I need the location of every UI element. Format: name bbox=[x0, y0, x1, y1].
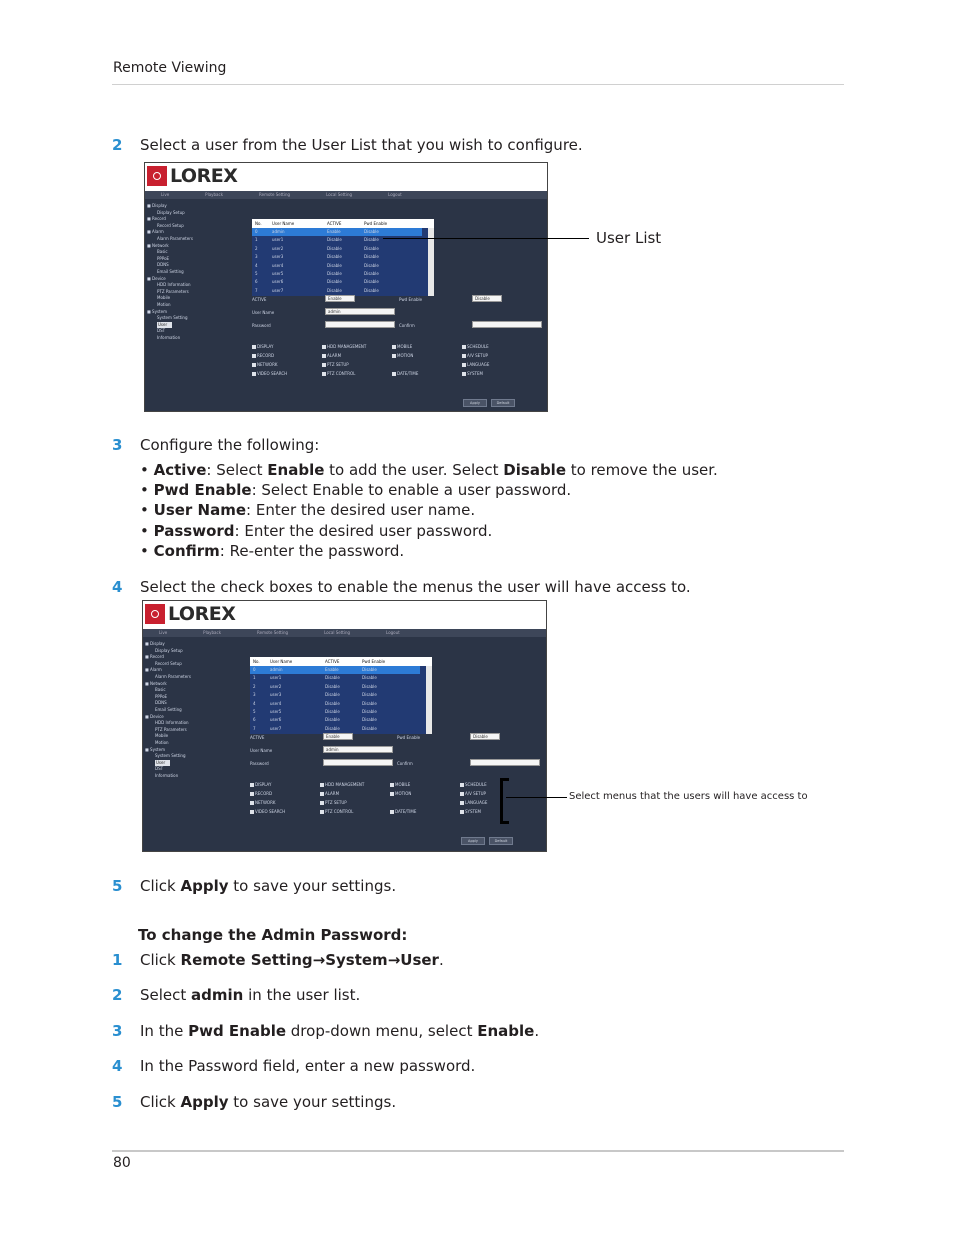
shot-cell: Disable bbox=[325, 700, 340, 706]
shot-cell: 1 bbox=[255, 237, 258, 243]
shot-field-label: User Name bbox=[250, 748, 273, 753]
bullet-bold: Disable bbox=[503, 461, 566, 479]
step-bold: Pwd Enable bbox=[188, 1022, 287, 1040]
step-text: In the Password field, enter a new password. bbox=[140, 1057, 476, 1075]
shot-permission-checkbox[interactable]: ALARM bbox=[322, 353, 341, 358]
shot-sidebar-item[interactable]: User bbox=[157, 322, 172, 329]
shot-user-table[interactable] bbox=[250, 657, 432, 734]
shot-cell: admin bbox=[270, 667, 283, 672]
shot-menu-item[interactable]: Remote Setting bbox=[257, 630, 289, 635]
shot-sidebar-item[interactable]: ■ Alarm bbox=[145, 667, 162, 673]
lorex-mark-icon bbox=[147, 166, 167, 186]
shot-permission-checkbox[interactable]: SYSTEM bbox=[460, 809, 481, 814]
shot-permission-checkbox[interactable]: MOTION bbox=[390, 791, 411, 796]
shot-sidebar-item[interactable]: Email Setting bbox=[155, 706, 182, 712]
shot-cell: Disable bbox=[327, 254, 342, 260]
shot-permission-checkbox[interactable]: HDD MANAGEMENT bbox=[320, 782, 364, 787]
shot-cell: user4 bbox=[272, 262, 284, 268]
step-text: . bbox=[534, 1022, 540, 1040]
shot-sidebar-item[interactable]: Email Setting bbox=[157, 268, 184, 274]
step-bold: admin bbox=[191, 986, 244, 1004]
shot-cell: 5 bbox=[253, 709, 256, 714]
callout-line-menus bbox=[506, 797, 567, 798]
bullet-char: • bbox=[140, 501, 149, 519]
shot-permission-checkbox[interactable]: A/V SETUP bbox=[462, 353, 488, 358]
shot-cell: 3 bbox=[255, 254, 258, 260]
shot-cell: Disable bbox=[325, 725, 340, 731]
bullet-bold: Enable bbox=[267, 461, 325, 479]
shot-cell: user5 bbox=[270, 709, 282, 714]
shot-sidebar-item[interactable]: Motion bbox=[157, 301, 171, 307]
step-number: 2 bbox=[112, 136, 123, 154]
shot-user-row[interactable] bbox=[252, 253, 422, 261]
shot-permission-checkbox[interactable]: DATE/TIME bbox=[392, 371, 418, 376]
callout-line-user-list bbox=[383, 238, 589, 239]
shot-sidebar-item[interactable]: ■ Record bbox=[145, 654, 164, 660]
admin-step-5 bbox=[112, 1092, 396, 1112]
shot-cell: user1 bbox=[270, 675, 282, 681]
shot-sidebar-item[interactable]: Display Setup bbox=[157, 209, 185, 215]
callout-user-list: User List bbox=[596, 229, 662, 247]
step-number: 3 bbox=[112, 1022, 123, 1040]
step-number: 3 bbox=[112, 436, 123, 454]
step-bold: System bbox=[325, 951, 388, 969]
shot-sidebar-item[interactable]: DST bbox=[157, 328, 166, 334]
shot-permission-checkbox[interactable]: DATE/TIME bbox=[390, 809, 416, 814]
step-text: Click bbox=[140, 877, 181, 895]
shot-sidebar-item[interactable]: System Setting bbox=[155, 753, 186, 759]
shot-permission-checkbox[interactable]: DISPLAY bbox=[250, 782, 271, 787]
shot-column-header: User Name bbox=[272, 221, 295, 226]
shot-sidebar-item[interactable]: Motion bbox=[155, 739, 169, 745]
shot-menu-bar bbox=[143, 629, 546, 637]
bullet-text: to remove the user. bbox=[566, 461, 718, 479]
bullet-user-name bbox=[140, 500, 475, 520]
shot-sidebar-item[interactable]: ■ Device bbox=[147, 275, 166, 281]
header-rule bbox=[112, 84, 844, 85]
shot-sidebar-item[interactable]: Information bbox=[157, 334, 181, 340]
shot-user-row[interactable] bbox=[252, 270, 422, 278]
shot-menu-item[interactable]: Remote Setting bbox=[259, 192, 291, 197]
shot-field-label: Password bbox=[252, 323, 271, 328]
shot-menu-item[interactable]: Playback bbox=[203, 630, 222, 635]
admin-password-heading: To change the Admin Password: bbox=[138, 926, 408, 944]
shot-column-header: No. bbox=[255, 221, 262, 226]
shot-field-label: ACTIVE bbox=[252, 297, 267, 302]
shot-sidebar-item[interactable]: PTZ Parameters bbox=[157, 288, 189, 294]
shot-permission-checkbox[interactable]: NETWORK bbox=[252, 362, 277, 367]
bullet-text: : Enter the desired user name. bbox=[246, 501, 476, 519]
shot-cell: Disable bbox=[364, 287, 379, 293]
shot-cell: user7 bbox=[272, 287, 284, 293]
shot-user-row[interactable] bbox=[250, 725, 420, 733]
step-text: to save your settings. bbox=[228, 1093, 397, 1111]
shot-permission-checkbox[interactable]: PTZ SETUP bbox=[322, 362, 349, 367]
lorex-mark-icon bbox=[145, 604, 165, 624]
shot-permission-checkbox[interactable]: SCHEDULE bbox=[460, 782, 487, 787]
shot-cell: user6 bbox=[272, 279, 284, 285]
step-number: 1 bbox=[112, 951, 123, 969]
shot-permission-checkbox[interactable]: MOBILE bbox=[390, 782, 410, 787]
shot-sidebar-item[interactable]: Mobile bbox=[155, 733, 169, 739]
shot-field-label: Confirm bbox=[399, 323, 415, 328]
shot-cell: Disable bbox=[364, 262, 379, 268]
pwd-enable-select[interactable]: Disable bbox=[472, 295, 502, 302]
bullet-text: : Select Enable to enable a user password. bbox=[251, 481, 572, 499]
shot-cell: Disable bbox=[362, 667, 377, 672]
step-text: drop-down menu, select bbox=[286, 1022, 478, 1040]
shot-permission-checkbox[interactable]: MOBILE bbox=[392, 344, 412, 349]
shot-cell: Disable bbox=[327, 271, 342, 276]
bullet-confirm bbox=[140, 541, 404, 561]
shot-column-header: ACTIVE bbox=[327, 221, 342, 226]
shot-cell: user2 bbox=[272, 245, 284, 251]
shot-sidebar-item[interactable]: ■ Alarm bbox=[147, 229, 164, 235]
shot-cell: 1 bbox=[253, 675, 256, 681]
shot-field-label: ACTIVE bbox=[250, 735, 265, 740]
shot-cell: Disable bbox=[364, 271, 379, 276]
bullet-label: Password bbox=[153, 522, 235, 540]
lorex-logo bbox=[145, 603, 235, 625]
shot-sidebar-item[interactable]: ■ Record bbox=[147, 216, 166, 222]
shot-cell: Disable bbox=[364, 254, 379, 260]
user-name-input[interactable]: admin bbox=[325, 308, 395, 315]
shot-cell: 0 bbox=[255, 229, 258, 234]
shot-cell: user4 bbox=[270, 700, 282, 706]
shot-cell: user1 bbox=[272, 237, 284, 243]
shot-sidebar-item[interactable]: DDNS bbox=[155, 700, 167, 706]
shot-cell: Disable bbox=[327, 279, 342, 285]
shot-cell: Disable bbox=[325, 675, 340, 681]
shot-top-bar bbox=[143, 601, 546, 629]
step-text: Configure the following: bbox=[140, 436, 320, 454]
bullet-text: to add the user. Select bbox=[324, 461, 504, 479]
shot-user-row[interactable] bbox=[252, 228, 422, 236]
shot-cell: Disable bbox=[327, 262, 342, 268]
bullet-text: : Enter the desired user password. bbox=[234, 522, 493, 540]
shot-sidebar-item[interactable]: ■ Device bbox=[145, 713, 164, 719]
user-name-input[interactable]: admin bbox=[323, 746, 393, 753]
step-5 bbox=[112, 876, 396, 896]
step-text: Select a user from the User List that you wish to configure. bbox=[140, 136, 583, 154]
lorex-logo bbox=[147, 165, 237, 187]
shot-sidebar-item[interactable]: DST bbox=[155, 766, 164, 772]
shot-cell: Disable bbox=[362, 717, 377, 723]
step-number: 2 bbox=[112, 986, 123, 1004]
shot-sidebar-item[interactable]: PPPoE bbox=[155, 693, 168, 699]
shot-permission-checkbox[interactable]: RECORD bbox=[250, 791, 272, 796]
shot-sidebar-item[interactable]: ■ Display bbox=[147, 203, 167, 208]
shot-cell: 6 bbox=[253, 717, 256, 723]
confirm-input[interactable] bbox=[472, 321, 542, 328]
shot-top-bar bbox=[145, 163, 547, 191]
shot-permission-checkbox[interactable]: SCHEDULE bbox=[462, 344, 489, 349]
step-text: In the bbox=[140, 1022, 189, 1040]
shot-cell: 4 bbox=[253, 700, 256, 706]
shot-cell: 7 bbox=[255, 287, 258, 293]
bullet-label: Confirm bbox=[153, 542, 220, 560]
shot-cell: 5 bbox=[255, 271, 258, 276]
shot-cell: 0 bbox=[253, 667, 256, 672]
shot-cell: Disable bbox=[362, 700, 377, 706]
shot-cell: 3 bbox=[253, 692, 256, 698]
step-text: Select the check boxes to enable the menus the user will have access to. bbox=[140, 578, 691, 596]
shot-column-header: Pwd Enable bbox=[364, 221, 388, 226]
step-number: 5 bbox=[112, 877, 123, 895]
apply-button[interactable]: Apply bbox=[461, 837, 485, 845]
shot-user-row[interactable] bbox=[250, 666, 420, 674]
step-text: Select bbox=[140, 986, 192, 1004]
step-bold: Apply bbox=[180, 1093, 229, 1111]
default-button[interactable]: Default bbox=[489, 837, 513, 845]
bullet-char: • bbox=[140, 542, 149, 560]
shot-cell: user2 bbox=[270, 683, 282, 689]
step-text: to save your settings. bbox=[228, 877, 397, 895]
shot-sidebar-item[interactable]: ■ Network bbox=[147, 242, 169, 248]
bullet-char: • bbox=[140, 461, 149, 479]
shot-cell: Disable bbox=[364, 229, 379, 234]
shot-cell: Disable bbox=[327, 287, 342, 293]
shot-cell: Disable bbox=[327, 245, 342, 251]
step-number: 4 bbox=[112, 1057, 123, 1075]
admin-step-4 bbox=[112, 1056, 475, 1076]
shot-cell: Disable bbox=[362, 709, 377, 714]
shot-user-row[interactable] bbox=[250, 691, 420, 699]
shot-column-header: No. bbox=[253, 659, 260, 664]
bullet-password bbox=[140, 521, 492, 541]
bullet-char: • bbox=[140, 522, 149, 540]
shot-column-header: ACTIVE bbox=[325, 659, 340, 664]
shot-sidebar-item[interactable]: Information bbox=[155, 772, 179, 778]
shot-cell: user7 bbox=[270, 725, 282, 731]
shot-user-row[interactable] bbox=[250, 683, 420, 691]
shot-permission-checkbox[interactable]: HDD MANAGEMENT bbox=[322, 344, 366, 349]
default-button[interactable]: Default bbox=[491, 399, 515, 407]
shot-cell: user3 bbox=[270, 692, 282, 698]
shot-permission-checkbox[interactable]: A/V SETUP bbox=[460, 791, 486, 796]
shot-sidebar-item[interactable]: System Setting bbox=[157, 315, 188, 321]
shot-sidebar-item[interactable]: HDD Information bbox=[155, 720, 189, 726]
step-number: 5 bbox=[112, 1093, 123, 1111]
callout-bracket bbox=[500, 778, 509, 824]
active-select[interactable]: Enable bbox=[323, 733, 353, 740]
callout-menus: Select menus that the users will have access to bbox=[569, 791, 808, 802]
step-text: Click bbox=[140, 951, 181, 969]
admin-step-2 bbox=[112, 985, 360, 1005]
step-text: . bbox=[438, 951, 444, 969]
shot-cell: user6 bbox=[270, 717, 282, 723]
shot-cell: 2 bbox=[253, 683, 256, 689]
step-3 bbox=[112, 435, 319, 455]
arrow-icon: → bbox=[387, 951, 401, 969]
shot-permission-checkbox[interactable]: PTZ SETUP bbox=[320, 800, 347, 805]
screenshot-menu-access bbox=[142, 600, 547, 852]
confirm-input[interactable] bbox=[470, 759, 540, 766]
step-bold: User bbox=[400, 951, 439, 969]
apply-button[interactable]: Apply bbox=[463, 399, 487, 407]
shot-sidebar-item[interactable]: Basic bbox=[155, 687, 166, 693]
arrow-icon: → bbox=[312, 951, 326, 969]
admin-step-1 bbox=[112, 950, 444, 970]
shot-menu-item[interactable]: Local Setting bbox=[326, 192, 353, 197]
shot-sidebar-item[interactable]: PTZ Parameters bbox=[155, 726, 187, 732]
shot-cell: Disable bbox=[325, 709, 340, 714]
bullet-text: : Select bbox=[206, 461, 268, 479]
shot-user-table[interactable] bbox=[252, 219, 434, 296]
shot-sidebar-item[interactable]: Alarm Parameters bbox=[157, 235, 193, 241]
bullet-active bbox=[140, 460, 718, 480]
shot-sidebar-item[interactable]: Record Setup bbox=[157, 222, 184, 228]
shot-sidebar-item[interactable]: Mobile bbox=[157, 295, 171, 301]
step-text: in the user list. bbox=[243, 986, 361, 1004]
shot-permission-checkbox[interactable]: RECORD bbox=[252, 353, 274, 358]
shot-permission-checkbox[interactable]: NETWORK bbox=[250, 800, 275, 805]
screenshot-user-list bbox=[144, 162, 548, 412]
shot-permission-checkbox[interactable]: VIDEO SEARCH bbox=[250, 809, 285, 814]
shot-menu-item[interactable]: Live bbox=[159, 630, 168, 635]
shot-cell: Disable bbox=[327, 237, 342, 243]
shot-sidebar-item[interactable]: Display Setup bbox=[155, 647, 183, 653]
step-bold: Apply bbox=[180, 877, 229, 895]
shot-user-row[interactable] bbox=[250, 674, 420, 682]
shot-user-row[interactable] bbox=[252, 278, 422, 286]
shot-table-header bbox=[250, 657, 432, 666]
step-number: 4 bbox=[112, 578, 123, 596]
shot-permission-checkbox[interactable]: PTZ CONTROL bbox=[320, 809, 353, 814]
shot-field-label: Confirm bbox=[397, 761, 413, 766]
shot-sidebar-item[interactable]: DDNS bbox=[157, 262, 169, 268]
shot-cell: admin bbox=[272, 229, 285, 234]
shot-cell: user3 bbox=[272, 254, 284, 260]
bullet-label: Active bbox=[153, 461, 207, 479]
shot-user-row[interactable] bbox=[252, 262, 422, 270]
shot-user-row[interactable] bbox=[252, 287, 422, 295]
shot-permission-checkbox[interactable]: LANGUAGE bbox=[462, 362, 489, 367]
password-input[interactable] bbox=[323, 759, 393, 766]
shot-user-row[interactable] bbox=[250, 700, 420, 708]
shot-sidebar-item[interactable]: ■ System bbox=[145, 746, 165, 752]
shot-cell: Disable bbox=[325, 683, 340, 689]
shot-cell: Disable bbox=[364, 237, 379, 243]
shot-user-row[interactable] bbox=[252, 245, 422, 253]
pwd-enable-select[interactable]: Disable bbox=[470, 733, 500, 740]
shot-permission-checkbox[interactable]: SYSTEM bbox=[462, 371, 483, 376]
shot-sidebar-item[interactable]: Basic bbox=[157, 249, 168, 255]
shot-permission-checkbox[interactable]: VIDEO SEARCH bbox=[252, 371, 287, 376]
step-2 bbox=[112, 135, 583, 155]
shot-sidebar-item[interactable]: HDD Information bbox=[157, 282, 191, 288]
shot-field-label: User Name bbox=[252, 310, 275, 315]
shot-sidebar-item[interactable]: ■ System bbox=[147, 308, 167, 314]
shot-sidebar-item[interactable]: ■ Display bbox=[145, 641, 165, 646]
shot-permission-checkbox[interactable]: LANGUAGE bbox=[460, 800, 487, 805]
shot-field-label: Pwd Enable bbox=[399, 297, 423, 302]
shot-menu-item[interactable]: Live bbox=[161, 192, 170, 197]
shot-cell: Disable bbox=[364, 245, 379, 251]
step-bold: Enable bbox=[477, 1022, 535, 1040]
lorex-wordmark: LOREX bbox=[168, 603, 236, 625]
shot-cell: 6 bbox=[255, 279, 258, 285]
shot-sidebar-item[interactable]: User bbox=[155, 760, 170, 767]
bullet-char: • bbox=[140, 481, 149, 499]
shot-menu-item[interactable]: Logout bbox=[388, 192, 402, 197]
running-header: Remote Viewing bbox=[113, 60, 227, 76]
shot-cell: Disable bbox=[362, 725, 377, 731]
shot-menu-bar bbox=[145, 191, 547, 199]
bullet-pwd-enable bbox=[140, 480, 571, 500]
shot-field-label: Password bbox=[250, 761, 269, 766]
page-number: 80 bbox=[113, 1155, 131, 1171]
shot-sidebar-item[interactable]: PPPoE bbox=[157, 255, 170, 261]
shot-sidebar-item[interactable]: Alarm Parameters bbox=[155, 673, 191, 679]
bullet-label: Pwd Enable bbox=[153, 481, 252, 499]
footer-rule bbox=[112, 1150, 844, 1152]
active-select[interactable]: Enable bbox=[325, 295, 355, 302]
bullet-text: : Re-enter the password. bbox=[219, 542, 405, 560]
shot-user-row[interactable] bbox=[250, 708, 420, 716]
shot-menu-item[interactable]: Playback bbox=[205, 192, 224, 197]
lorex-wordmark: LOREX bbox=[170, 165, 238, 187]
shot-column-header: User Name bbox=[270, 659, 293, 664]
shot-sidebar bbox=[145, 641, 220, 779]
shot-column-header: Pwd Enable bbox=[362, 659, 386, 664]
shot-permission-checkbox[interactable]: ALARM bbox=[320, 791, 339, 796]
shot-sidebar bbox=[147, 203, 222, 341]
shot-cell: Disable bbox=[362, 675, 377, 681]
shot-permission-checkbox[interactable]: MOTION bbox=[392, 353, 413, 358]
shot-cell: 4 bbox=[255, 262, 258, 268]
shot-cell: Enable bbox=[327, 229, 341, 234]
admin-step-3 bbox=[112, 1021, 539, 1041]
shot-sidebar-item[interactable]: Record Setup bbox=[155, 660, 182, 666]
shot-menu-item[interactable]: Local Setting bbox=[324, 630, 351, 635]
step-bold: Remote Setting bbox=[180, 951, 313, 969]
shot-cell: 7 bbox=[253, 725, 256, 731]
shot-cell: Disable bbox=[362, 683, 377, 689]
step-text: Click bbox=[140, 1093, 181, 1111]
shot-scrollbar[interactable] bbox=[426, 666, 432, 734]
shot-permission-checkbox[interactable]: DISPLAY bbox=[252, 344, 273, 349]
shot-sidebar-item[interactable]: ■ Network bbox=[145, 680, 167, 686]
shot-cell: user5 bbox=[272, 271, 284, 276]
shot-cell: Disable bbox=[325, 717, 340, 723]
password-input[interactable] bbox=[325, 321, 395, 328]
shot-cell: Disable bbox=[362, 692, 377, 698]
shot-field-label: Pwd Enable bbox=[397, 735, 421, 740]
shot-cell: Enable bbox=[325, 667, 339, 672]
bullet-label: User Name bbox=[153, 501, 247, 519]
shot-cell: Disable bbox=[325, 692, 340, 698]
shot-menu-item[interactable]: Logout bbox=[386, 630, 400, 635]
step-4 bbox=[112, 577, 691, 597]
shot-cell: Disable bbox=[364, 279, 379, 285]
shot-user-row[interactable] bbox=[250, 716, 420, 724]
shot-permission-checkbox[interactable]: PTZ CONTROL bbox=[322, 371, 355, 376]
shot-table-header bbox=[252, 219, 434, 228]
shot-cell: 2 bbox=[255, 245, 258, 251]
